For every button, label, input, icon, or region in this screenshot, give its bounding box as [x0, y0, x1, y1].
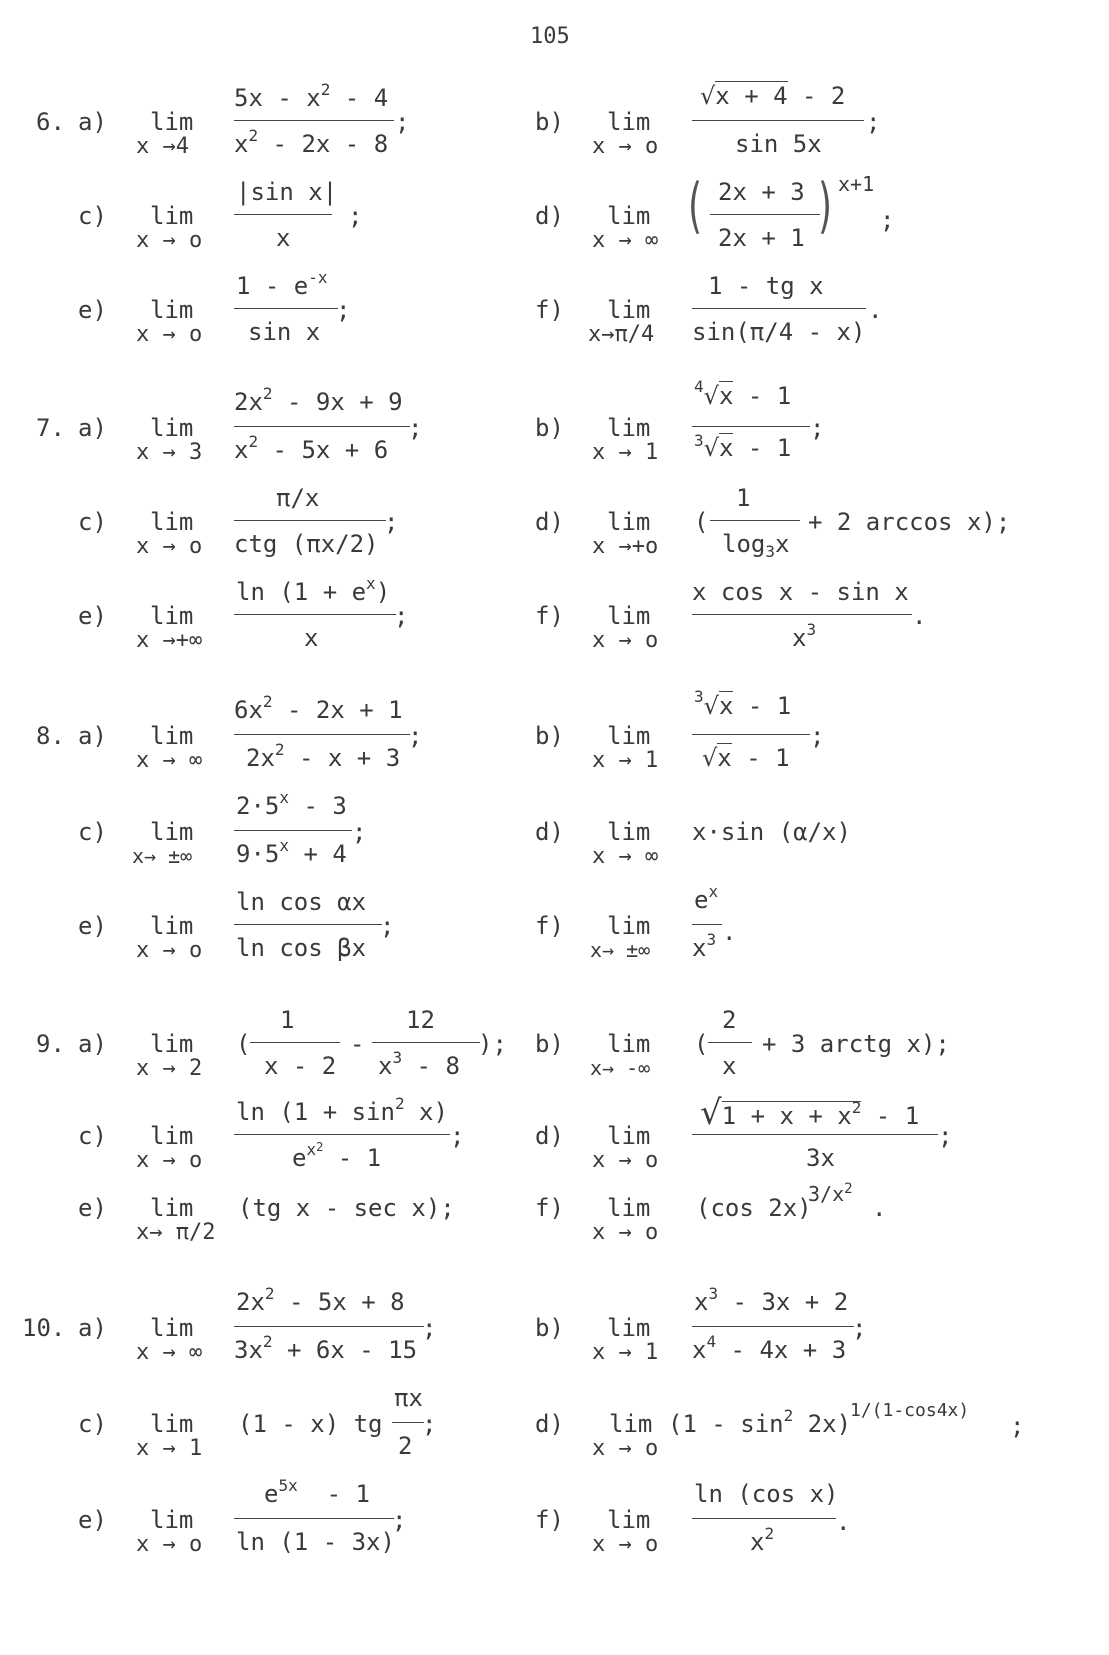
fraction-numerator: $2\cdot 5^x - 3$ [236, 788, 347, 820]
fraction-numerator: $√1 + x + x^2 - 1$ [700, 1093, 920, 1133]
problem-number: 7. [36, 414, 65, 442]
item-label: e) [78, 296, 107, 324]
item-label: d) [535, 508, 564, 536]
fraction-bar [692, 1134, 938, 1135]
fraction-bar [234, 520, 386, 521]
fraction-bar [692, 924, 722, 925]
fraction-denominator: sin x [248, 318, 321, 346]
exponent: $3/x^2$ [808, 1181, 853, 1206]
punctuation: ; [810, 722, 825, 750]
lim-subscript: x →+∞ [136, 628, 203, 653]
fraction-denominator: $x^3$ [692, 930, 717, 962]
fraction-bar [692, 120, 864, 121]
lim-subscript: x → o [592, 1532, 659, 1557]
item-label: f) [535, 1506, 564, 1534]
punctuation: ; [352, 818, 367, 846]
lim-operator: lim [607, 108, 651, 136]
item-label: d) [535, 1410, 564, 1438]
item-label: e) [78, 1194, 107, 1222]
fraction-denominator: ln cos βx [236, 934, 367, 962]
fraction-denominator: ln (1 - 3x) [236, 1528, 395, 1556]
fraction-bar [692, 734, 810, 735]
fraction-bar [692, 1518, 836, 1519]
fraction-denominator: x [722, 1052, 737, 1080]
fraction-bar [234, 426, 410, 427]
fraction-denominator: $x^2 - 2x - 8$ [234, 126, 389, 158]
fraction-denominator: ctg (πx/2) [234, 530, 379, 558]
lim-operator: lim [607, 1030, 651, 1058]
fraction-numerator: $e^{5x} - 1$ [264, 1476, 370, 1508]
lim-subscript: x → ∞ [136, 1340, 203, 1365]
fraction-numerator: $\ln (1 + e^x)$ [236, 574, 391, 606]
punctuation: . [868, 296, 883, 324]
item-label: f) [535, 296, 564, 324]
item-label: e) [78, 912, 107, 940]
lim-subscript: x → o [136, 1532, 203, 1557]
lim-operator: lim [150, 508, 194, 536]
fraction-bar [234, 924, 382, 925]
fraction-numerator: ln (cos x) [694, 1480, 839, 1508]
fraction-numerator: $^4$√x - 1 [694, 377, 792, 410]
open-paren: ( [694, 508, 709, 536]
lim-operator: lim [150, 1506, 194, 1534]
lim-subscript: x → 1 [136, 1436, 203, 1461]
punctuation: ; [408, 722, 423, 750]
lim-subscript: x →+o [592, 534, 659, 559]
fraction-bar [234, 214, 332, 215]
fraction-numerator: $\ln (1 + \sin^2 x)$ [236, 1094, 448, 1126]
lim-operator: lim [150, 912, 194, 940]
item-label: e) [78, 602, 107, 630]
open-paren: ( [236, 1030, 251, 1058]
item-label: b) [535, 1314, 564, 1342]
fraction-bar [710, 520, 800, 521]
fraction-bar [250, 1042, 340, 1043]
punctuation: ; [880, 206, 895, 234]
fraction-denominator: $9\cdot 5^x + 4$ [236, 836, 347, 868]
punctuation: ; [336, 296, 351, 324]
item-label: b) [535, 722, 564, 750]
problem-number: 10. [22, 1314, 66, 1342]
fraction-denominator: $x^3 - 8$ [378, 1048, 460, 1080]
fraction-denominator: √x - 1 [702, 744, 790, 772]
fraction-numerator: $2x^2 - 5x + 8$ [236, 1284, 405, 1316]
lim-subscript: x → o [592, 1148, 659, 1173]
fraction-numerator: √x + 4 - 2 [700, 82, 846, 110]
fraction-bar [234, 830, 352, 831]
left-paren: ( [688, 171, 703, 241]
item-label: b) [535, 108, 564, 136]
fraction-bar [372, 1042, 480, 1043]
punctuation: ; [348, 202, 363, 230]
lim-subscript: x → o [592, 1220, 659, 1245]
punctuation: ; [395, 108, 410, 136]
item-label: f) [535, 912, 564, 940]
punctuation: ; [422, 1314, 437, 1342]
fraction-numerator: $5x - x^2 - 4$ [234, 80, 389, 112]
fraction-bar [692, 1326, 854, 1327]
punctuation: ; [852, 1314, 867, 1342]
fraction-numerator: 12 [406, 1006, 435, 1034]
lim-operator: lim [150, 1030, 194, 1058]
lim-operator: lim [607, 508, 651, 536]
punctuation: ; [394, 602, 409, 630]
lim-operator: lim [607, 414, 651, 442]
fraction-numerator: |sin x| [236, 178, 338, 206]
fraction-numerator: 1 [280, 1006, 295, 1034]
lim-subscript: x→ ±∞ [132, 844, 193, 868]
fraction-numerator: $1 - e^{-x}$ [236, 268, 328, 300]
fraction-denominator: x [276, 224, 291, 252]
fraction-bar [234, 734, 410, 735]
lim-operator: lim [607, 1506, 651, 1534]
fraction-bar [710, 214, 820, 215]
punctuation: ; [866, 108, 881, 136]
item-label: e) [78, 1506, 107, 1534]
fraction-denominator: sin 5x [735, 130, 822, 158]
fraction-numerator: x cos x - sin x [692, 578, 909, 606]
fraction-denominator: $x^2 - 5x + 6$ [234, 432, 389, 464]
punctuation: . [912, 602, 927, 630]
fraction-denominator: 2x + 1 [718, 224, 805, 252]
fraction-denominator: x [304, 624, 319, 652]
exponent: x+1 [838, 172, 875, 196]
item-label: a) [78, 722, 107, 750]
problem-number: 9. [36, 1030, 65, 1058]
item-label: c) [78, 1410, 107, 1438]
fraction-denominator: $^3$√x - 1 [694, 431, 792, 462]
item-label: a) [78, 414, 107, 442]
lim-operator: lim [607, 602, 651, 630]
lim-subscript: x → ∞ [592, 844, 659, 869]
fraction-numerator: $e^x$ [694, 882, 719, 914]
fraction-numerator: 2x + 3 [718, 178, 805, 206]
punctuation: ; [384, 508, 399, 536]
lim-subscript: x → 2 [136, 1056, 203, 1081]
expression: (tg x - sec x); [238, 1194, 455, 1222]
fraction-denominator: sin(π/4 - x) [692, 318, 866, 346]
fraction-bar [234, 1518, 394, 1519]
fraction-denominator: $x^2$ [750, 1524, 775, 1556]
expression-tail: + 2 arccos x); [808, 508, 1011, 536]
lim-subscript: x→ -∞ [590, 1056, 651, 1080]
punctuation: . [872, 1194, 887, 1222]
exponent: 1/(1-cos4x) [850, 1400, 970, 1421]
item-label: a) [78, 1314, 107, 1342]
lim-operator: lim [607, 202, 651, 230]
fraction-bar [708, 1042, 752, 1043]
item-label: d) [535, 818, 564, 846]
fraction-numerator: π/x [276, 484, 320, 512]
lim-operator: lim [150, 818, 194, 846]
fraction-denominator: x - 2 [264, 1052, 337, 1080]
lim-subscript: x → 1 [592, 1340, 659, 1365]
lim-subscript: x → o [592, 134, 659, 159]
fraction-denominator: $x^4 - 4x + 3$ [692, 1332, 847, 1364]
expression: $(1 - \sin^2 2x)$ [668, 1406, 852, 1438]
fraction-bar [692, 614, 912, 615]
lim-operator: lim [607, 722, 651, 750]
lim-operator: lim [150, 602, 194, 630]
fraction-numerator: $x^3 - 3x + 2$ [694, 1284, 849, 1316]
lim-subscript: x → ∞ [592, 228, 659, 253]
lim-operator: lim [150, 1122, 194, 1150]
item-label: f) [535, 602, 564, 630]
fraction-denominator: $2x^2 - x + 3$ [246, 740, 401, 772]
lim-subscript: x → 1 [592, 440, 659, 465]
lim-operator: lim [150, 296, 194, 324]
lim-subscript: x → o [592, 628, 659, 653]
punctuation: ; [380, 912, 395, 940]
fraction-bar [234, 1326, 424, 1327]
lim-operator: lim [607, 296, 651, 324]
expression: (cos 2x) [696, 1194, 812, 1222]
problem-number: 8. [36, 722, 65, 750]
lim-subscript: x →4 [136, 134, 189, 159]
lim-subscript: x→ π/2 [136, 1220, 216, 1245]
minus-sign: - [350, 1030, 365, 1058]
punctuation: . [722, 918, 737, 946]
item-label: d) [535, 1122, 564, 1150]
expression: x·sin (α/x) [692, 818, 851, 846]
fraction-bar [234, 614, 396, 615]
fraction-denominator: 2 [398, 1432, 413, 1460]
item-label: c) [78, 818, 107, 846]
lim-operator: lim [607, 912, 651, 940]
punctuation: ; [422, 1410, 437, 1438]
punctuation: ; [1010, 1412, 1025, 1440]
lim-operator: lim [607, 1122, 651, 1150]
punctuation: ; [450, 1122, 465, 1150]
fraction-numerator: 1 - tg x [708, 272, 824, 300]
fraction-denominator: $e^{x^2} - 1$ [292, 1140, 382, 1172]
lim-operator: lim [150, 1410, 194, 1438]
punctuation: ; [810, 414, 825, 442]
open-paren: ( [694, 1030, 709, 1058]
page-number: 105 [530, 24, 570, 49]
item-label: a) [78, 108, 107, 136]
punctuation: ); [478, 1030, 507, 1058]
lim-subscript: x → o [136, 938, 203, 963]
item-label: f) [535, 1194, 564, 1222]
item-label: a) [78, 1030, 107, 1058]
lim-subscript: x → 1 [592, 748, 659, 773]
fraction-numerator: $^3$√x - 1 [694, 687, 792, 720]
punctuation: . [836, 1508, 851, 1536]
fraction-denominator: 3x [806, 1144, 835, 1172]
lim-operator: lim [607, 818, 651, 846]
fraction-bar [692, 426, 810, 427]
lim-subscript: x → o [592, 1436, 659, 1461]
lim-operator: lim [150, 202, 194, 230]
item-label: c) [78, 1122, 107, 1150]
lim-operator: lim [150, 1314, 194, 1342]
fraction-bar [234, 308, 338, 309]
lim-operator: lim [150, 1194, 194, 1222]
punctuation: ; [408, 414, 423, 442]
item-label: d) [535, 202, 564, 230]
right-paren: ) [818, 171, 833, 241]
item-label: b) [535, 1030, 564, 1058]
lim-operator: lim [150, 414, 194, 442]
lim-operator: lim [607, 1314, 651, 1342]
fraction-numerator: $2x^2 - 9x + 9$ [234, 384, 403, 416]
punctuation: ; [392, 1506, 407, 1534]
fraction-numerator: 2 [722, 1006, 737, 1034]
lim-subscript: x → o [136, 322, 203, 347]
lim-operator: lim [150, 108, 194, 136]
fraction-numerator: ln cos αx [236, 888, 367, 916]
item-label: c) [78, 202, 107, 230]
expression-tail: + 3 arctg x); [762, 1030, 950, 1058]
problem-number: 6. [36, 108, 65, 136]
lim-subscript: x→ ±∞ [590, 938, 651, 962]
fraction-denominator: $x^3$ [792, 620, 817, 652]
lim-subscript: x → o [136, 1148, 203, 1173]
item-label: c) [78, 508, 107, 536]
punctuation: ; [938, 1122, 953, 1150]
lim-subscript: x → 3 [136, 440, 203, 465]
lim-operator: lim [607, 1194, 651, 1222]
lim-subscript: x → o [136, 228, 203, 253]
fraction-bar [692, 308, 866, 309]
lim-subscript: x→π/4 [588, 322, 655, 347]
fraction-bar [392, 1422, 424, 1423]
fraction-denominator: $\log_3x$ [722, 530, 790, 561]
item-label: b) [535, 414, 564, 442]
lim-operator: lim [609, 1410, 653, 1438]
fraction-bar [234, 120, 394, 121]
fraction-denominator: $3x^2 + 6x - 15$ [234, 1332, 418, 1364]
lim-subscript: x → o [136, 534, 203, 559]
fraction-numerator: $6x^2 - 2x + 1$ [234, 692, 403, 724]
fraction-numerator: 1 [736, 484, 751, 512]
lim-operator: lim [150, 722, 194, 750]
lim-subscript: x → ∞ [136, 748, 203, 773]
fraction-bar [234, 1134, 450, 1135]
expression: (1 - x) tg [238, 1410, 383, 1438]
fraction-numerator: πx [394, 1384, 423, 1412]
